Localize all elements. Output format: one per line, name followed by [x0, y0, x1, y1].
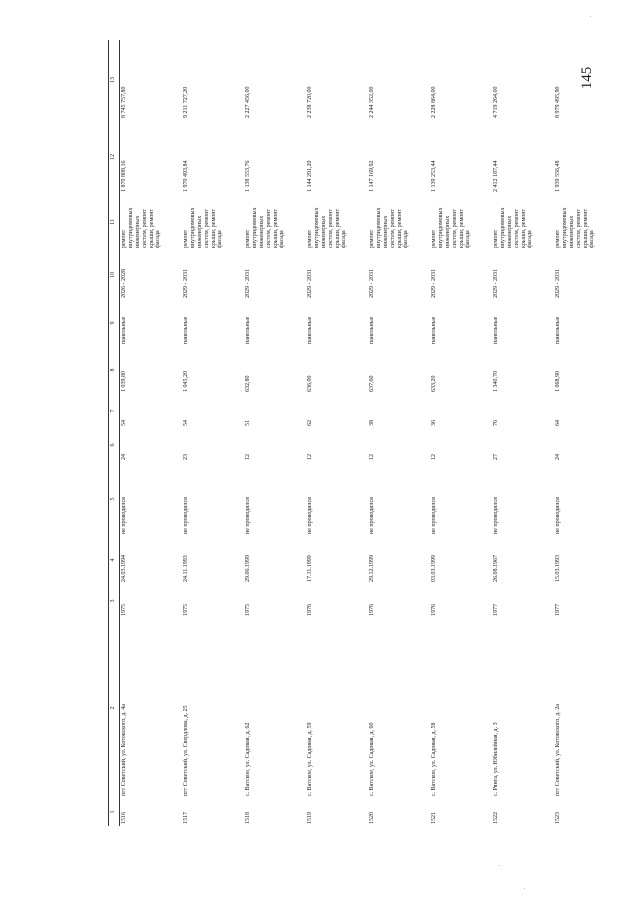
- row-total: 4 719 264,00: [493, 86, 499, 118]
- row-work: ремонт внутридомовых инженерных систем, ремонт крыши, ремонт фасада: [369, 207, 410, 248]
- row-area: 637,60: [369, 375, 375, 392]
- scan-speck: [590, 16, 591, 17]
- row-wall: панельные: [555, 316, 561, 344]
- table-header: [109, 40, 120, 826]
- row-apartments: 51: [245, 420, 251, 426]
- row-status: не проводился: [555, 497, 561, 534]
- scan-speck: [499, 865, 500, 866]
- table-body: [120, 40, 617, 826]
- row-total: 9 211 727,20: [183, 86, 189, 118]
- row-period: 2029 - 2031: [183, 269, 189, 298]
- row-status: не проводился: [431, 497, 437, 534]
- row-year: 1977: [493, 604, 499, 616]
- row-area: 633,20: [431, 375, 437, 392]
- row-apartments: 54: [183, 420, 189, 426]
- header-col-13: 13: [109, 40, 120, 120]
- header-col-1: 1: [109, 798, 120, 826]
- header-col-4: 4: [109, 536, 120, 584]
- scan-speck: [524, 888, 525, 889]
- row-address: с. Ватское, ул. Садовая, д. 60: [369, 722, 375, 796]
- header-col-2: 2: [109, 618, 120, 798]
- row-cost: 1 970 493,84: [183, 160, 189, 192]
- row-period: 2029 - 2031: [431, 269, 437, 298]
- row-status: не проводился: [183, 497, 189, 534]
- row-floors: 12: [245, 454, 251, 460]
- row-work: ремонт внутридомовых инженерных систем, ремонт крыши, ремонт фасада: [493, 207, 534, 248]
- row-area: 1 045,20: [183, 371, 189, 392]
- row-address: пгт Советский, ул. Свердлова, д. 25: [183, 705, 189, 796]
- header-col-8: 8: [109, 346, 120, 394]
- row-address: с. Ватское, ул. Садовая, д. 59: [307, 722, 313, 796]
- row-number: 1522: [493, 812, 499, 824]
- row-work: ремонт внутридомовых инженерных систем, ремонт крыши, ремонт фасада: [431, 207, 472, 248]
- row-total: 2 238 720,00: [307, 86, 313, 118]
- row-total: 2 244 352,00: [369, 86, 375, 118]
- row-number: 1521: [431, 812, 437, 824]
- row-number: 1518: [245, 812, 251, 824]
- header-col-5: 5: [109, 462, 120, 536]
- row-work: ремонт внутридомовых инженерных систем, ремонт крыши, ремонт фасада: [555, 207, 596, 248]
- row-status: не проводился: [307, 497, 313, 534]
- row-status: не проводился: [493, 497, 499, 534]
- row-cost: 1 147 169,92: [369, 160, 375, 192]
- row-year: 1976: [307, 604, 313, 616]
- row-date: 26.08.1967: [493, 555, 499, 582]
- table-row: [182, 40, 244, 826]
- table-row: [120, 40, 183, 826]
- row-period: 2029 - 2031: [369, 269, 375, 298]
- row-floors: 24: [121, 454, 127, 460]
- row-apartments: 76: [493, 420, 499, 426]
- row-floors: 12: [431, 454, 437, 460]
- row-area: 1 068,90: [555, 371, 561, 392]
- row-year: 1975: [183, 604, 189, 616]
- header-row: [109, 40, 120, 826]
- row-apartments: 54: [121, 420, 127, 426]
- row-apartments: 38: [369, 420, 375, 426]
- row-address: с. Ватское, ул. Садовая, д. 58: [431, 722, 437, 796]
- row-work: ремонт внутридомовых инженерных систем, ремонт крыши, ремонт фасада: [307, 207, 348, 248]
- row-floors: 23: [183, 454, 189, 460]
- row-apartments: 62: [307, 420, 313, 426]
- row-cost: 1 870 808,16: [121, 160, 127, 192]
- row-date: 24.03.1994: [121, 555, 127, 582]
- header-col-7: 7: [109, 394, 120, 428]
- row-number: 1516: [121, 812, 127, 824]
- row-year: 1975: [245, 604, 251, 616]
- row-year: 1976: [369, 604, 375, 616]
- row-status: не проводился: [121, 497, 127, 534]
- row-number: 1523: [555, 812, 561, 824]
- row-year: 1975: [121, 604, 127, 616]
- row-period: 2029 - 2031: [555, 269, 561, 298]
- row-area: 632,80: [245, 375, 251, 392]
- row-date: 15.03.1993: [555, 555, 561, 582]
- page-number: 145: [578, 66, 595, 90]
- row-total: 8 979 495,90: [555, 86, 561, 118]
- row-address: пгт Советский, ул. Котовского, д. 2а: [555, 704, 561, 796]
- table-row: [244, 40, 306, 826]
- row-period: 2029 - 2031: [307, 269, 313, 298]
- row-area: 1 039,80: [121, 371, 127, 392]
- document-table: [108, 40, 616, 826]
- row-address: с. Ватское, ул. Садовая, д. 62: [245, 722, 251, 796]
- header-col-10: 10: [109, 250, 120, 300]
- row-cost: 1 144 291,20: [307, 160, 313, 192]
- row-floors: 12: [307, 454, 313, 460]
- header-col-9: 9: [109, 300, 120, 346]
- table-row: [554, 40, 616, 826]
- header-col-3: 3: [109, 584, 120, 618]
- row-wall: панельные: [245, 316, 251, 344]
- row-total: 2 227 456,00: [245, 86, 251, 118]
- row-address: пгт Советский, ул. Котовского, д. 4а: [121, 704, 127, 796]
- row-address: с. Рянга, ул. Юбилейная, д. 3: [493, 722, 499, 796]
- row-floors: 27: [493, 454, 499, 460]
- row-cost: 2 412 187,44: [493, 160, 499, 192]
- row-wall: панельные: [431, 316, 437, 344]
- row-floors: 12: [369, 454, 375, 460]
- header-col-11: 11: [109, 194, 120, 250]
- row-wall: панельные: [183, 316, 189, 344]
- row-wall: панельные: [307, 316, 313, 344]
- row-cost: 1 139 253,44: [431, 160, 437, 192]
- row-apartments: 36: [431, 420, 437, 426]
- row-status: не проводился: [245, 497, 251, 534]
- row-number: 1520: [369, 812, 375, 824]
- row-status: не проводился: [369, 497, 375, 534]
- row-area: 1 340,70: [493, 371, 499, 392]
- row-period: 2029 - 2031: [245, 269, 251, 298]
- row-work: ремонт внутридомовых инженерных систем, ремонт крыши, ремонт фасада: [245, 207, 286, 248]
- row-date: 24.11.1993: [183, 555, 189, 582]
- row-year: 1977: [555, 604, 561, 616]
- table-row: [492, 40, 554, 826]
- row-total: 2 228 864,00: [431, 86, 437, 118]
- row-period: 2026 - 2028: [121, 269, 127, 298]
- row-wall: панельные: [369, 316, 375, 344]
- header-col-12: 12: [109, 120, 120, 194]
- row-date: 17.11.1999: [307, 555, 313, 582]
- row-floors: 24: [555, 454, 561, 460]
- row-work: ремонт внутридомовых инженерных систем, ремонт крыши, ремонт фасада: [121, 207, 162, 248]
- table-row: [368, 40, 430, 826]
- row-area: 636,00: [307, 375, 313, 392]
- row-cost: 1 939 556,48: [555, 160, 561, 192]
- row-work: ремонт внутридомовых инженерных систем, ремонт крыши, ремонт фасада: [183, 207, 224, 248]
- row-number: 1519: [307, 812, 313, 824]
- row-total: 8 745 757,80: [121, 86, 127, 118]
- row-date: 29.06.1999: [245, 555, 251, 582]
- row-year: 1976: [431, 604, 437, 616]
- table-row: [430, 40, 492, 826]
- row-cost: 1 138 553,76: [245, 160, 251, 192]
- row-wall: панельные: [493, 316, 499, 344]
- row-date: 29.12.1999: [369, 555, 375, 582]
- row-wall: панельные: [121, 316, 127, 344]
- header-col-6: 6: [109, 428, 120, 462]
- row-apartments: 64: [555, 420, 561, 426]
- table-row: [306, 40, 368, 826]
- row-number: 1517: [183, 812, 189, 824]
- row-date: 03.03.1999: [431, 555, 437, 582]
- row-period: 2029 - 2031: [493, 269, 499, 298]
